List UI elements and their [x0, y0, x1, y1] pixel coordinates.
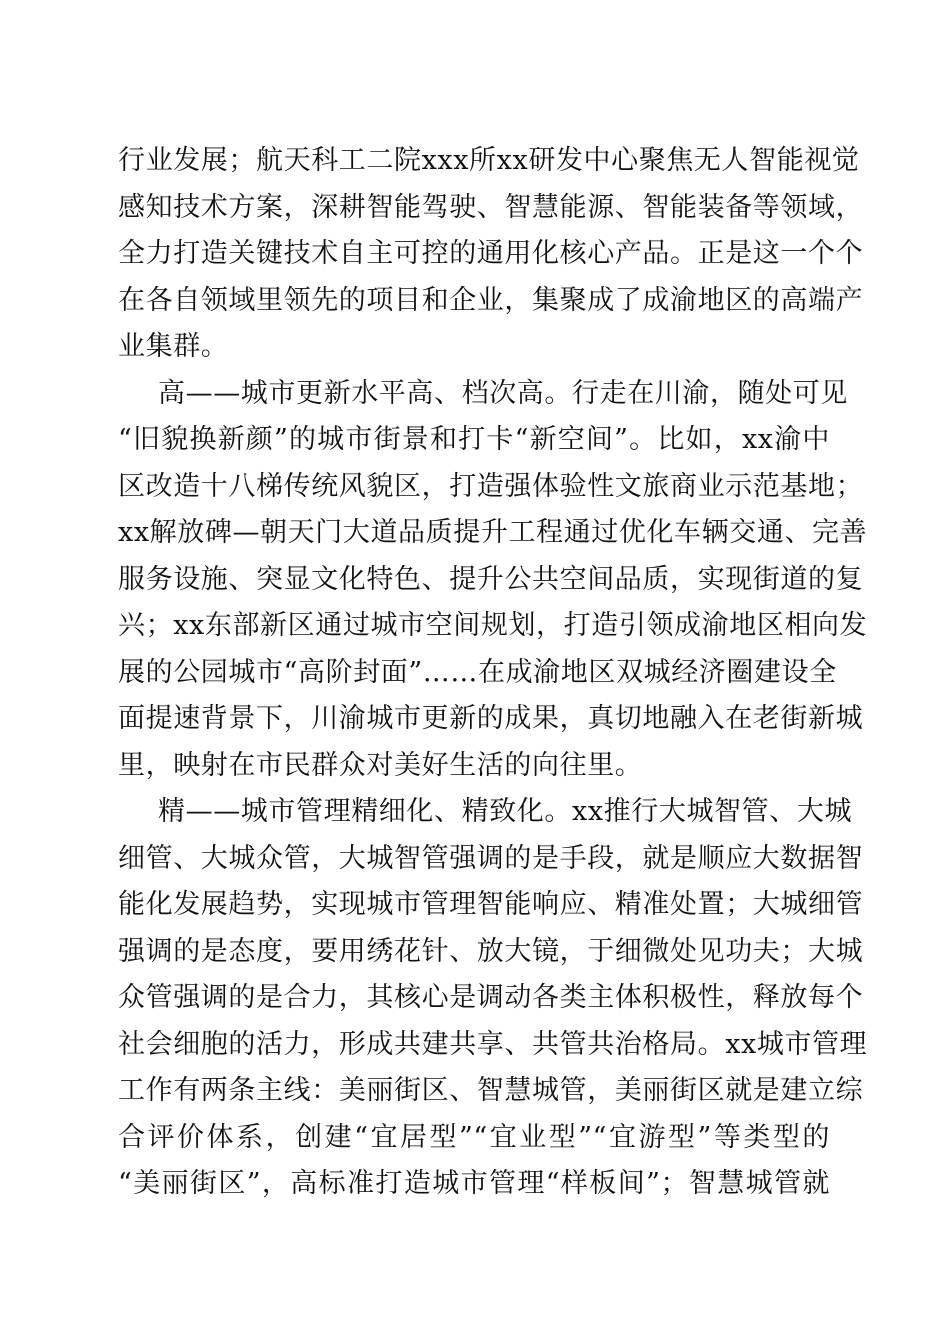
text-line: 精——城市管理精细化、精致化。xx推行大城智管、大城	[158, 796, 853, 827]
text-line: 众管强调的是合力，其核心是调动各类主体积极性，释放每个	[118, 982, 864, 1013]
text-line: 细管、大城众管，大城智管强调的是手段，就是顺应大数据智	[118, 842, 864, 874]
text-line: 能化发展趋势，实现城市管理智能响应、精准处置；大城细管	[118, 889, 864, 920]
text-line: 面提速背景下，川渝城市更新的成果，真切地融入在老街新城	[118, 703, 864, 734]
text-line: 感知技术方案，深耕智能驾驶、智慧能源、智能装备等领域，	[118, 191, 864, 223]
text-line: 里，映射在市民群众对美好生活的向往里。	[118, 749, 643, 781]
text-line: xx解放碑—朝天门大道品质提升工程通过优化车辆交通、完善	[118, 517, 868, 548]
text-line: 区改造十八梯传统风貌区，打造强体验性文旅商业示范基地；	[118, 470, 864, 502]
text-line: 全力打造关键技术自主可控的通用化核心产品。正是这一个个	[118, 238, 864, 269]
text-line: 高——城市更新水平高、档次高。行走在川渝，随处可见	[158, 377, 848, 409]
text-line: 业集群。	[118, 331, 229, 362]
text-line: 社会细胞的活力，形成共建共享、共管共治格局。xx城市管理	[118, 1028, 868, 1060]
text-line: “美丽街区”，高标准打造城市管理“样板间”；智慧城管就	[118, 1168, 830, 1199]
paragraph-industry-clusters	[118, 138, 864, 371]
paragraph-urban-management	[118, 789, 868, 1208]
text-line: 在各自领域里领先的项目和企业，集聚成了成渝地区的高端产	[118, 284, 864, 316]
paragraph-urban-renewal	[118, 371, 868, 790]
text-line: 展的公园城市“高阶封面”……在成渝地区双城经济圈建设全	[118, 656, 837, 688]
text-line: “旧貌换新颜”的城市街景和打卡“新空间”。比如，xx渝中	[118, 424, 830, 455]
text-line: 行业发展；航天科工二院xxx所xx研发中心聚焦无人智能视觉	[118, 145, 860, 176]
text-line: 工作有两条主线：美丽街区、智慧城管，美丽街区就是建立综	[118, 1075, 864, 1106]
text-line: 强调的是态度，要用绣花针、放大镜，于细微处见功夫；大城	[118, 935, 864, 967]
text-line: 合评价体系，创建“宜居型”“宜业型”“宜游型”等类型的	[118, 1121, 830, 1153]
text-line: 兴；xx东部新区通过城市空间规划，打造引领成渝地区相向发	[118, 610, 868, 641]
document-body	[118, 138, 868, 1208]
text-line: 服务设施、突显文化特色、提升公共空间品质，实现街道的复	[118, 563, 864, 595]
